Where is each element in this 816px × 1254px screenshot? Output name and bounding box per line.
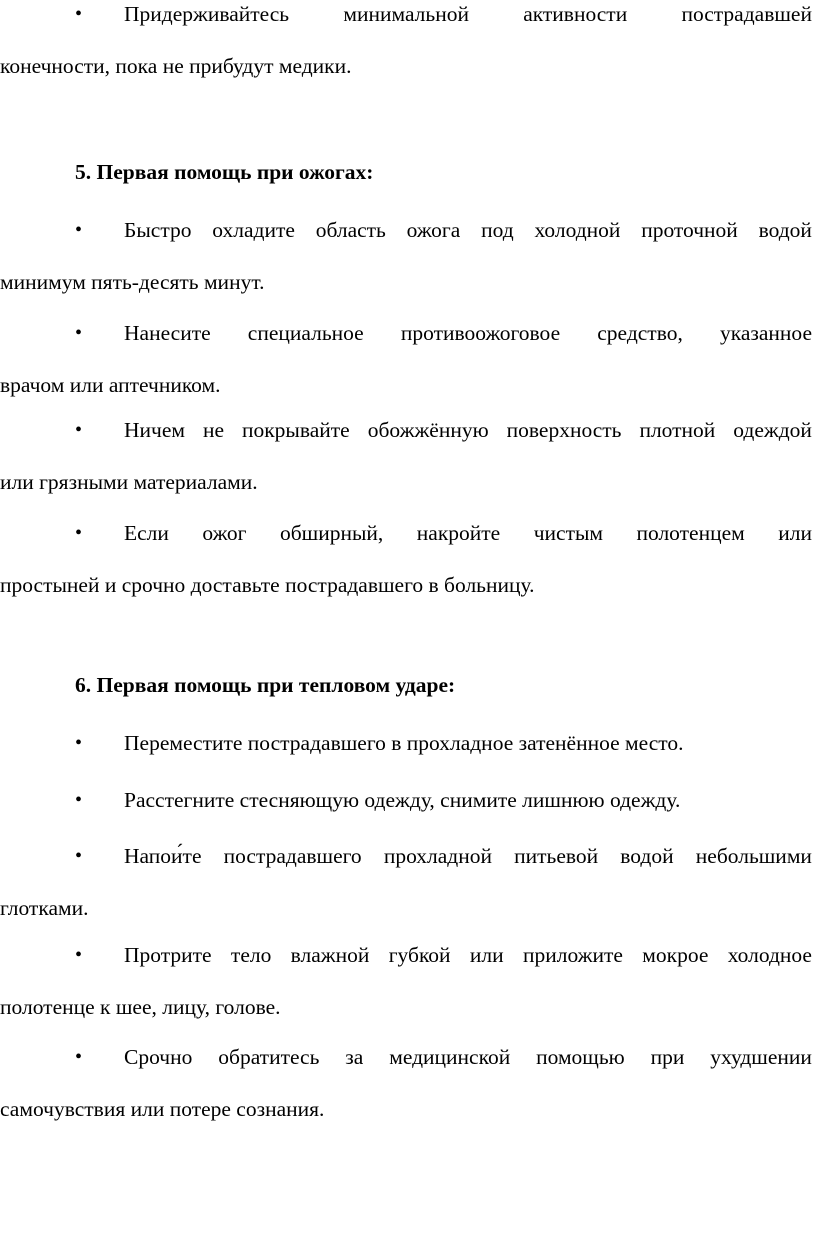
word: специальное — [247, 321, 364, 345]
list-item-line2: конечности, пока не прибудут медики. — [0, 54, 352, 78]
word: обширный, — [279, 521, 384, 545]
list-item-line1 — [124, 1031, 812, 1083]
word: губкой — [388, 943, 451, 967]
word: пострадавшей — [681, 2, 812, 26]
word: тело — [230, 943, 272, 967]
word: Протрите — [124, 943, 212, 967]
word: область — [315, 218, 386, 242]
list-item-line1: Расстегните стесняющую одежду, снимите лишнюю одежду. — [124, 788, 681, 812]
bullet-icon: • — [75, 1046, 83, 1068]
list-item — [0, 1031, 812, 1135]
word: охладите — [212, 218, 295, 242]
word: активности — [523, 2, 628, 26]
list-item — [0, 717, 812, 769]
word: за — [345, 1045, 364, 1069]
word: Срочно — [124, 1045, 193, 1069]
word: или — [469, 943, 504, 967]
word: влажной — [290, 943, 370, 967]
word: холодное — [727, 943, 812, 967]
list-item — [0, 204, 812, 308]
list-item — [0, 774, 812, 826]
word: холодной — [534, 218, 621, 242]
word: покрывайте — [241, 418, 350, 442]
word: поверхность — [506, 418, 622, 442]
word: одеждой — [733, 418, 812, 442]
bullet-icon: • — [75, 944, 83, 966]
word: полотенцем — [636, 521, 745, 545]
word: проточной — [641, 218, 738, 242]
word: Придерживайтесь — [124, 2, 290, 26]
list-item — [0, 929, 812, 1033]
bullet-icon: • — [75, 845, 83, 867]
word: ожога — [406, 218, 461, 242]
word: не — [202, 418, 225, 442]
word: минимальной — [343, 2, 469, 26]
list-item — [0, 404, 812, 508]
bullet-icon: • — [75, 219, 83, 241]
list-item — [0, 507, 812, 611]
list-item-line1 — [124, 0, 812, 40]
word: питьевой — [514, 844, 599, 868]
list-item-line2: врачом или аптечником. — [0, 373, 221, 397]
word: помощью — [536, 1045, 625, 1069]
word: прохладной — [383, 844, 493, 868]
word: ухудшении — [710, 1045, 812, 1069]
section-heading: 6. Первая помощь при тепловом ударе: — [75, 673, 456, 697]
list-item — [0, 0, 812, 92]
bullet-icon: • — [75, 3, 83, 25]
list-item-line2: простыней и срочно доставьте пострадавшего в больницу. — [0, 573, 535, 597]
word: Если — [124, 521, 169, 545]
list-item-line1 — [124, 929, 812, 981]
list-item-line1 — [124, 507, 812, 559]
word: Напои́те — [124, 844, 202, 868]
bullet-icon: • — [75, 419, 83, 441]
bullet-icon: • — [75, 789, 83, 811]
word: обожжённую — [367, 418, 489, 442]
list-item-line1 — [124, 830, 812, 882]
word: под — [481, 218, 514, 242]
word: или — [778, 521, 812, 545]
word: медицинской — [389, 1045, 511, 1069]
word: средство, — [597, 321, 683, 345]
list-item — [0, 307, 812, 411]
list-item-line1 — [124, 404, 812, 456]
list-item-line1: Переместите пострадавшего в прохладное затенённое место. — [124, 731, 684, 755]
list-item-line1 — [124, 307, 812, 359]
word: обратитесь — [218, 1045, 320, 1069]
word: небольшими — [695, 844, 812, 868]
bullet-icon: • — [75, 322, 83, 344]
bullet-icon: • — [75, 732, 83, 754]
list-item-line2: самочувствия или потере сознания. — [0, 1097, 325, 1121]
bullet-icon: • — [75, 522, 83, 544]
word: указанное — [719, 321, 812, 345]
list-item-line1 — [124, 204, 812, 256]
word: накройте — [416, 521, 501, 545]
word: Нанесите — [124, 321, 211, 345]
word: водой — [620, 844, 674, 868]
list-item-line2: минимум пять-десять минут. — [0, 270, 265, 294]
word: водой — [758, 218, 812, 242]
word: приложите — [522, 943, 623, 967]
word: при — [650, 1045, 685, 1069]
list-item-line2: или грязными материалами. — [0, 470, 258, 494]
section-heading: 5. Первая помощь при ожогах: — [75, 160, 374, 184]
word: Быстро — [124, 218, 192, 242]
word: Ничем — [124, 418, 185, 442]
word: пострадавшего — [223, 844, 362, 868]
word: мокрое — [642, 943, 709, 967]
word: ожог — [202, 521, 247, 545]
list-item-line2: полотенце к шее, лицу, голове. — [0, 995, 281, 1019]
list-item — [0, 830, 812, 934]
word: плотной — [639, 418, 716, 442]
word: чистым — [533, 521, 604, 545]
list-item-line2: глотками. — [0, 896, 89, 920]
word: противоожоговое — [400, 321, 561, 345]
